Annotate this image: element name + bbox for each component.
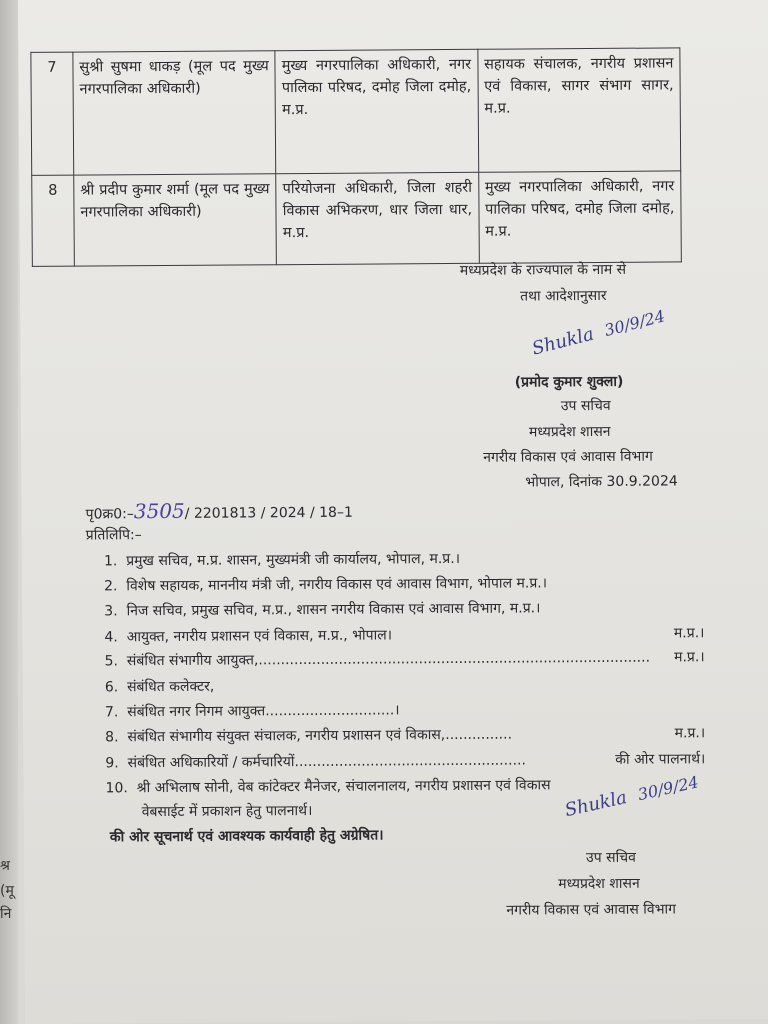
footer-dept: नगरीय विकास एवं आवास विभाग — [506, 901, 677, 919]
new-post: सहायक संचालक, नगरीय प्रशासन एवं विकास, सागर संभाग सागर, म.प्र. — [477, 48, 680, 172]
serial-no: 8 — [32, 175, 75, 266]
item-tail: की ओर पालनार्थ। — [615, 751, 706, 768]
item-text: श्री अभिलाष सोनी, वेब कांटेक्टर मैनेजर, संचालनालय, नगरीय प्रशासन एवं विकास — [136, 777, 551, 797]
list-item — [104, 549, 460, 570]
ref-suffix: / 2201813 / 2024 / 18–1 — [184, 504, 353, 522]
signatory-name: (प्रमोद कुमार शुक्ला) — [514, 373, 624, 391]
list-item — [104, 573, 547, 595]
new-post: मुख्य नगरपालिका अधिकारी, नगर पालिका परिषद, दमोह जिला दमोह, म.प्र. — [478, 171, 681, 263]
ref-handwritten-no: 3505 — [133, 498, 185, 524]
item-number: 6. — [104, 679, 119, 696]
officer-name: सुश्री सुषमा धाकड़ (मूल पद मुख्य नगरपालिका अधिकारी) — [73, 51, 276, 175]
item-text: संबंधित नगर निगम आयुक्त — [127, 703, 266, 721]
item-tail: म.प्र.। — [673, 625, 705, 642]
footer-designation: उप सचिव — [585, 849, 636, 867]
item-number: 10. — [105, 780, 128, 797]
item-number: 8. — [105, 729, 119, 746]
item-text: संबंधित अधिकारियों / कर्मचारियों — [127, 754, 295, 772]
item-number: 1. — [103, 553, 118, 570]
list-item: 7. संबंधित नगर निगम आयुक्त.............................। — [104, 702, 400, 721]
item-number: 5. — [104, 653, 119, 670]
list-item — [104, 623, 704, 646]
list-item — [105, 775, 550, 797]
table-row — [32, 171, 682, 267]
officer-name: श्री प्रदीप कुमार शर्मा (मूल पद मुख्य नगरपालिका अधिकारी) — [74, 174, 277, 266]
copy-heading: प्रतिलिपि:– — [85, 527, 142, 544]
list-item: 9. संबंधित अधिकारियों / कर्मचारियों.................................................... की ओर पालनार्थ। — [105, 751, 706, 772]
signatory-govt: मध्यप्रदेश शासन — [528, 423, 611, 441]
list-item — [105, 677, 215, 697]
signature-scribble: Shukla — [529, 323, 597, 360]
list-item-continuation: वेबसाईट में प्रकाशन हेतु पालनार्थ। — [141, 802, 313, 821]
item-tail: म.प्र.। — [674, 649, 705, 666]
left-edge-fragment — [0, 856, 22, 923]
item-tail: म.प्र.। — [674, 725, 706, 742]
item-number: 9. — [105, 755, 119, 772]
signature-scribble: Shukla — [562, 787, 629, 822]
transfer-table — [30, 47, 681, 267]
item-number: 2. — [104, 578, 118, 595]
table-row — [31, 48, 681, 176]
footer-govt: मध्यप्रदेश शासन — [558, 875, 640, 893]
serial-no: 7 — [31, 52, 74, 175]
item-text: निज सचिव, प्रमुख सचिव, म.प्र., शासन नगरीय विकास एवं आवास विभाग, म.प्र.। — [126, 600, 541, 620]
item-text: संबंधित संभागीय आयुक्त, — [126, 652, 259, 670]
signature-date: 30/9/24 — [636, 772, 701, 805]
order-line-2: तथा आदेशानुसार — [520, 287, 607, 305]
item-text: संबंधित संभागीय संयुक्त संचालक, नगरीय प्रशासन एवं विकास, — [127, 727, 446, 746]
signature-date: 30/9/24 — [602, 306, 667, 341]
item-text: आयुक्त, नगरीय प्रशासन एवं विकास, म.प्र., भोपाल। — [126, 627, 393, 646]
document-page — [18, 0, 768, 1024]
item-number: 7. — [104, 704, 119, 721]
signatory-designation: उप सचिव — [560, 397, 611, 415]
item-text: प्रमुख सचिव, म.प्र. शासन, मुख्यमंत्री जी कार्यालय, भोपाल, म.प्र.। — [126, 550, 461, 570]
reference-number — [85, 498, 352, 524]
closing-line: की ओर सूचनार्थ एवं आवश्यक कार्यवाही हेतु अग्रेषित। — [109, 827, 384, 846]
list-item: 5. संबंधित संभागीय आयुक्त,........................................................................................ म.प्र.। — [104, 649, 705, 670]
item-number: 4. — [104, 629, 118, 646]
signature-1 — [530, 305, 667, 359]
signatory-place-date: भोपाल, दिनांक 30.9.2024 — [525, 473, 678, 491]
edge-text: नि — [0, 906, 12, 922]
item-text: विशेष सहायक, माननीय मंत्री जी, नगरीय विकास एवं आवास विभाग, भोपाल म.प्र.। — [126, 575, 548, 595]
item-number: 3. — [104, 603, 118, 620]
list-item — [104, 598, 540, 620]
edge-text: श्र — [0, 858, 10, 874]
current-post: परियोजना अधिकारी, जिला शहरी विकास अभिकरण, धार जिला धार, म.प्र. — [276, 172, 479, 264]
ref-prefix: पृ0क्र0:– — [85, 506, 134, 523]
order-line-1: मध्यप्रदेश के राज्यपाल के नाम से — [459, 261, 627, 279]
list-item: 8. संबंधित संभागीय संयुक्त संचालक, नगरीय प्रशासन एवं विकास,............... म.प्र.। — [105, 725, 706, 746]
edge-text: (मू — [0, 883, 14, 899]
item-text: संबंधित कलेक्टर, — [127, 678, 215, 696]
signature-2 — [563, 771, 701, 821]
current-post: मुख्य नगरपालिका अधिकारी, नगर पालिका परिषद, दमोह जिला दमोह, म.प्र. — [275, 49, 478, 173]
item-tail: । — [394, 702, 400, 719]
signatory-dept: नगरीय विकास एवं आवास विभाग — [483, 448, 653, 466]
